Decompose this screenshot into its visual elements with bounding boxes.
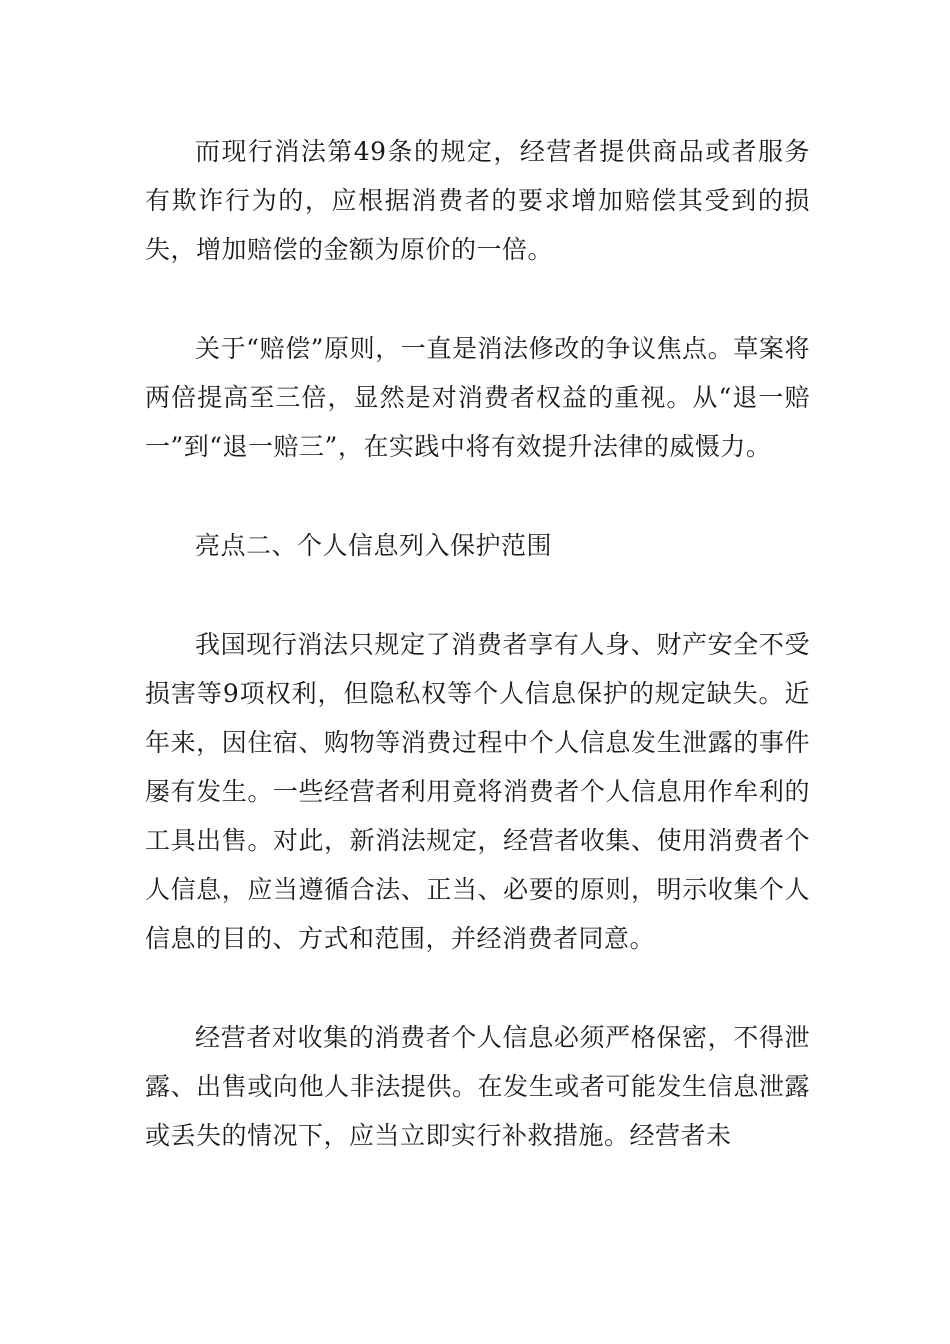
section-heading-personal-info: 亮点二、个人信息列入保护范围 — [195, 531, 553, 560]
paragraph-compensation-principle: 关于“赔偿”原则，一直是消法修改的争议焦点。草案将两倍提高至三倍，显然是对消费者权益的重视。从“退一赔一”到“退一赔三”，在实践中将有效提升法律的威慑力。 — [145, 334, 810, 461]
paragraph-compensation-current-law: 而现行消法第49条的规定，经营者提供商品或者服务有欺诈行为的，应根据消费者的要求增加赔偿其受到的损失，增加赔偿的金额为原价的一倍。 — [145, 137, 810, 264]
paragraph-confidentiality: 经营者对收集的消费者个人信息必须严格保密，不得泄露、出售或向他人非法提供。在发生或者可能发生信息泄露或丢失的情况下，应当立即实行补救措施。经营者未 — [145, 1023, 810, 1150]
paragraph-privacy-rights: 我国现行消法只规定了消费者享有人身、财产安全不受损害等9项权利，但隐私权等个人信息保护的规定缺失。近年来，因住宿、购物等消费过程中个人信息发生泄露的事件屡有发生。一些经营者利用竟将消费者个人信息用作牟利的工具出售。对此，新消法规定，经营者收集、使用消费者个人信息，应当遵循合法、正当、必要的原则，明示收集个人信息的目的、方式和范围，并经消费者同意。 — [145, 630, 810, 953]
document-body — [145, 127, 810, 1160]
